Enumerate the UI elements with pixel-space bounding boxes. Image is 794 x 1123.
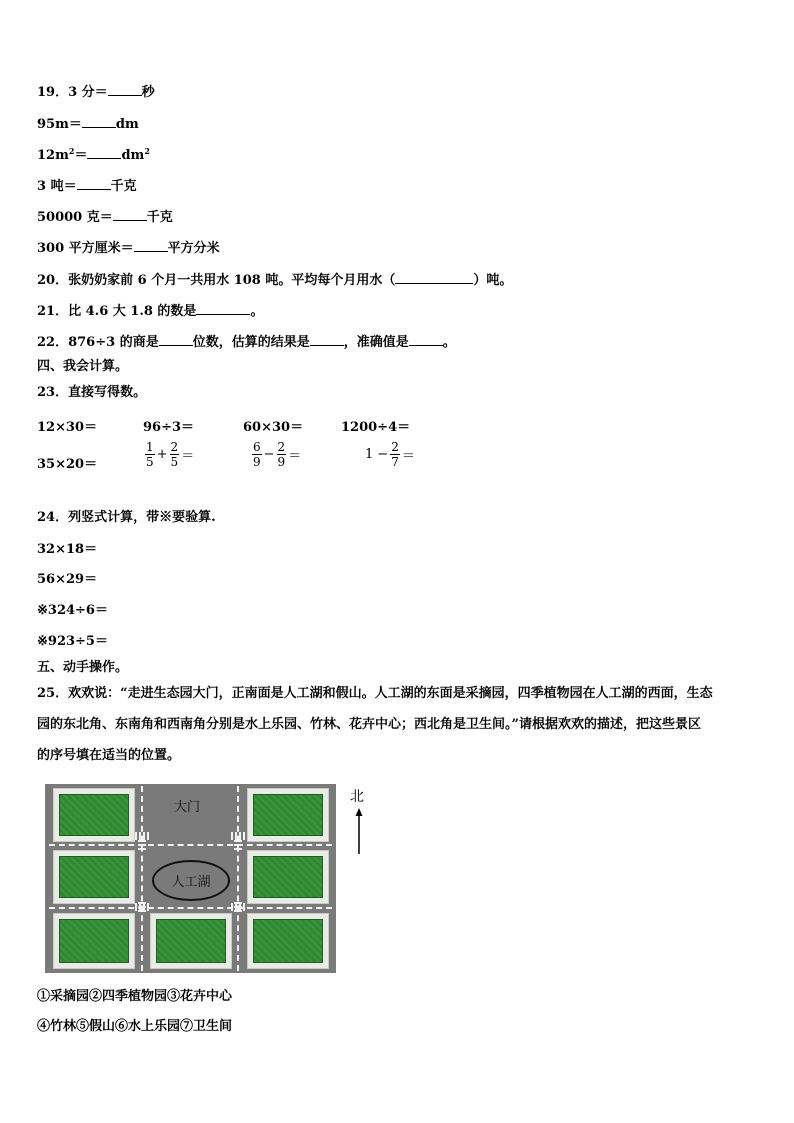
grass-area xyxy=(253,794,323,836)
superscript: 2 xyxy=(144,146,150,156)
q21-text: 21．比 4.6 大 1.8 的数是 xyxy=(37,304,197,319)
q23-title: 23．直接写得数。 xyxy=(37,385,147,400)
q20-text: 20．张奶奶家前 6 个月一共用水 108 吨。平均每个月用水（ xyxy=(37,273,396,288)
vertical-calc-item: 56×29＝ xyxy=(37,572,98,587)
section-heading-5: 五、动手操作。 xyxy=(37,660,129,675)
q19-line4 xyxy=(37,177,137,195)
q19-line6-text: 300 平方厘米＝ xyxy=(37,241,134,256)
garden-plot-southeast[interactable] xyxy=(247,913,329,969)
garden-plot-southwest[interactable] xyxy=(53,913,135,969)
answer-blank[interactable] xyxy=(108,83,142,96)
answer-blank[interactable] xyxy=(113,208,147,221)
answer-blank[interactable] xyxy=(196,302,250,315)
denominator: 9 xyxy=(277,455,286,469)
section-heading-4: 四、我会计算。 xyxy=(37,359,129,374)
q19-line6 xyxy=(37,239,220,257)
q21 xyxy=(37,302,263,320)
garden-plot-west[interactable] xyxy=(53,850,135,904)
q22-text-mid2: ，准确值是 xyxy=(343,335,409,350)
crosswalk xyxy=(135,832,149,840)
q22-text: 22．876÷3 的商是 xyxy=(37,335,159,350)
q25-text-line1: 25．欢欢说：“走进生态园大门，正南面是人工湖和假山。人工湖的东面是采摘园，四季植物园在人工湖的西面，生态 xyxy=(37,686,713,701)
answer-blank[interactable] xyxy=(77,177,111,190)
numerator: 6 xyxy=(253,440,261,454)
q19-line5 xyxy=(37,208,173,226)
grass-area xyxy=(253,919,323,963)
vertical-calc-item: 32×18＝ xyxy=(37,542,98,557)
q19-line1 xyxy=(37,83,155,101)
q25-text-line3: 的序号填在适当的位置。 xyxy=(37,748,181,763)
up-arrow-icon xyxy=(354,808,364,854)
answer-blank[interactable] xyxy=(159,333,193,346)
grass-area xyxy=(59,794,129,836)
fraction-expression xyxy=(252,440,303,469)
grass-area xyxy=(59,856,129,898)
crosswalk xyxy=(138,902,146,912)
garden-plot-northeast[interactable] xyxy=(247,788,329,842)
q19-line3-unit: dm xyxy=(121,148,145,163)
numerator: 1 xyxy=(146,440,154,454)
fraction xyxy=(170,440,180,469)
q19-line2-text: 95m＝ xyxy=(37,117,82,132)
calc-item: 60×30＝ xyxy=(243,420,304,435)
q24-title: 24．列竖式计算，带※要验算. xyxy=(37,510,216,525)
q19-line3 xyxy=(37,146,150,164)
fraction xyxy=(277,440,287,469)
crosswalk xyxy=(234,840,242,850)
q22-period: 。 xyxy=(442,335,456,350)
q19-line1-unit: 秒 xyxy=(141,85,155,100)
road-center-line xyxy=(49,907,332,909)
numerator: 2 xyxy=(391,440,399,454)
calc-item: 12×30＝ xyxy=(37,420,98,435)
fraction-expression xyxy=(145,440,196,469)
answer-blank[interactable] xyxy=(87,146,121,159)
superscript: 2 xyxy=(68,146,75,156)
operator: + xyxy=(156,447,168,462)
denominator: 9 xyxy=(253,455,261,469)
operator: − xyxy=(263,447,275,462)
fraction xyxy=(252,440,262,469)
vertical-calc-item: ※324÷6＝ xyxy=(37,603,108,618)
road-center-line xyxy=(49,844,332,846)
garden-plot-northwest[interactable] xyxy=(53,788,135,842)
garden-plot-east[interactable] xyxy=(247,850,329,904)
q19-line5-text: 50000 克＝ xyxy=(37,210,113,225)
road-center-line xyxy=(237,786,239,971)
answer-blank[interactable] xyxy=(134,239,168,252)
map-gate-label: 大门 xyxy=(174,800,201,815)
q19-line5-unit: 千克 xyxy=(146,210,173,225)
fraction-expression xyxy=(365,440,417,469)
q22-text-mid1: 位数，估算的结果是 xyxy=(192,335,310,350)
numerator: 2 xyxy=(170,440,179,454)
crosswalk xyxy=(231,832,245,840)
q20-unit: ）吨。 xyxy=(473,273,513,288)
map-lake xyxy=(152,860,230,901)
calc-item: 35×20＝ xyxy=(37,457,98,472)
grass-area xyxy=(156,919,226,963)
legend-line2: ④竹林⑤假山⑥水上乐园⑦卫生间 xyxy=(37,1019,233,1034)
q19-line2-unit: dm xyxy=(115,117,139,132)
north-label: 北 xyxy=(350,789,364,805)
grass-area xyxy=(253,856,323,898)
fraction xyxy=(145,440,155,469)
q21-period: 。 xyxy=(250,304,264,319)
garden-plot-south[interactable] xyxy=(150,913,232,969)
map-lake-label: 人工湖 xyxy=(171,875,211,890)
q19-line3-text: 12m xyxy=(37,148,69,163)
vertical-calc-item: ※923÷5＝ xyxy=(37,634,108,649)
answer-blank[interactable] xyxy=(395,271,473,284)
road-center-line xyxy=(141,786,143,971)
grass-area xyxy=(59,919,129,963)
q20 xyxy=(37,271,512,289)
numerator: 2 xyxy=(277,440,286,454)
q22 xyxy=(37,333,456,351)
denominator: 5 xyxy=(170,455,179,469)
q19-line6-unit: 平方分米 xyxy=(167,241,220,256)
whole-number: 1 xyxy=(365,447,374,462)
q19-line2 xyxy=(37,115,139,133)
q25-text-line2: 园的东北角、东南角和西南角分别是水上乐园、竹林、花卉中心；西北角是卫生间。”请根据欢欢的描述，把这些景区 xyxy=(37,717,701,732)
equals-sign: ＝ xyxy=(401,449,415,464)
answer-blank[interactable] xyxy=(82,115,116,128)
legend-line1: ①采摘园②四季植物园③花卉中心 xyxy=(37,989,233,1004)
equals-sign: ＝ xyxy=(74,148,88,163)
answer-blank[interactable] xyxy=(409,333,443,346)
fraction xyxy=(390,440,400,469)
q19-line1-text: 19．3 分＝ xyxy=(37,85,108,100)
equals-sign: ＝ xyxy=(181,449,195,464)
denominator: 7 xyxy=(391,455,399,469)
equals-sign: ＝ xyxy=(288,449,302,464)
calc-item: 96÷3＝ xyxy=(143,420,195,435)
q19-line4-unit: 千克 xyxy=(110,179,137,194)
calc-item: 1200÷4＝ xyxy=(341,420,411,435)
denominator: 5 xyxy=(146,455,154,469)
operator: − xyxy=(377,447,389,462)
q19-line4-text: 3 吨＝ xyxy=(37,179,77,194)
crosswalk xyxy=(138,840,146,850)
crosswalk xyxy=(234,902,242,912)
answer-blank[interactable] xyxy=(310,333,344,346)
